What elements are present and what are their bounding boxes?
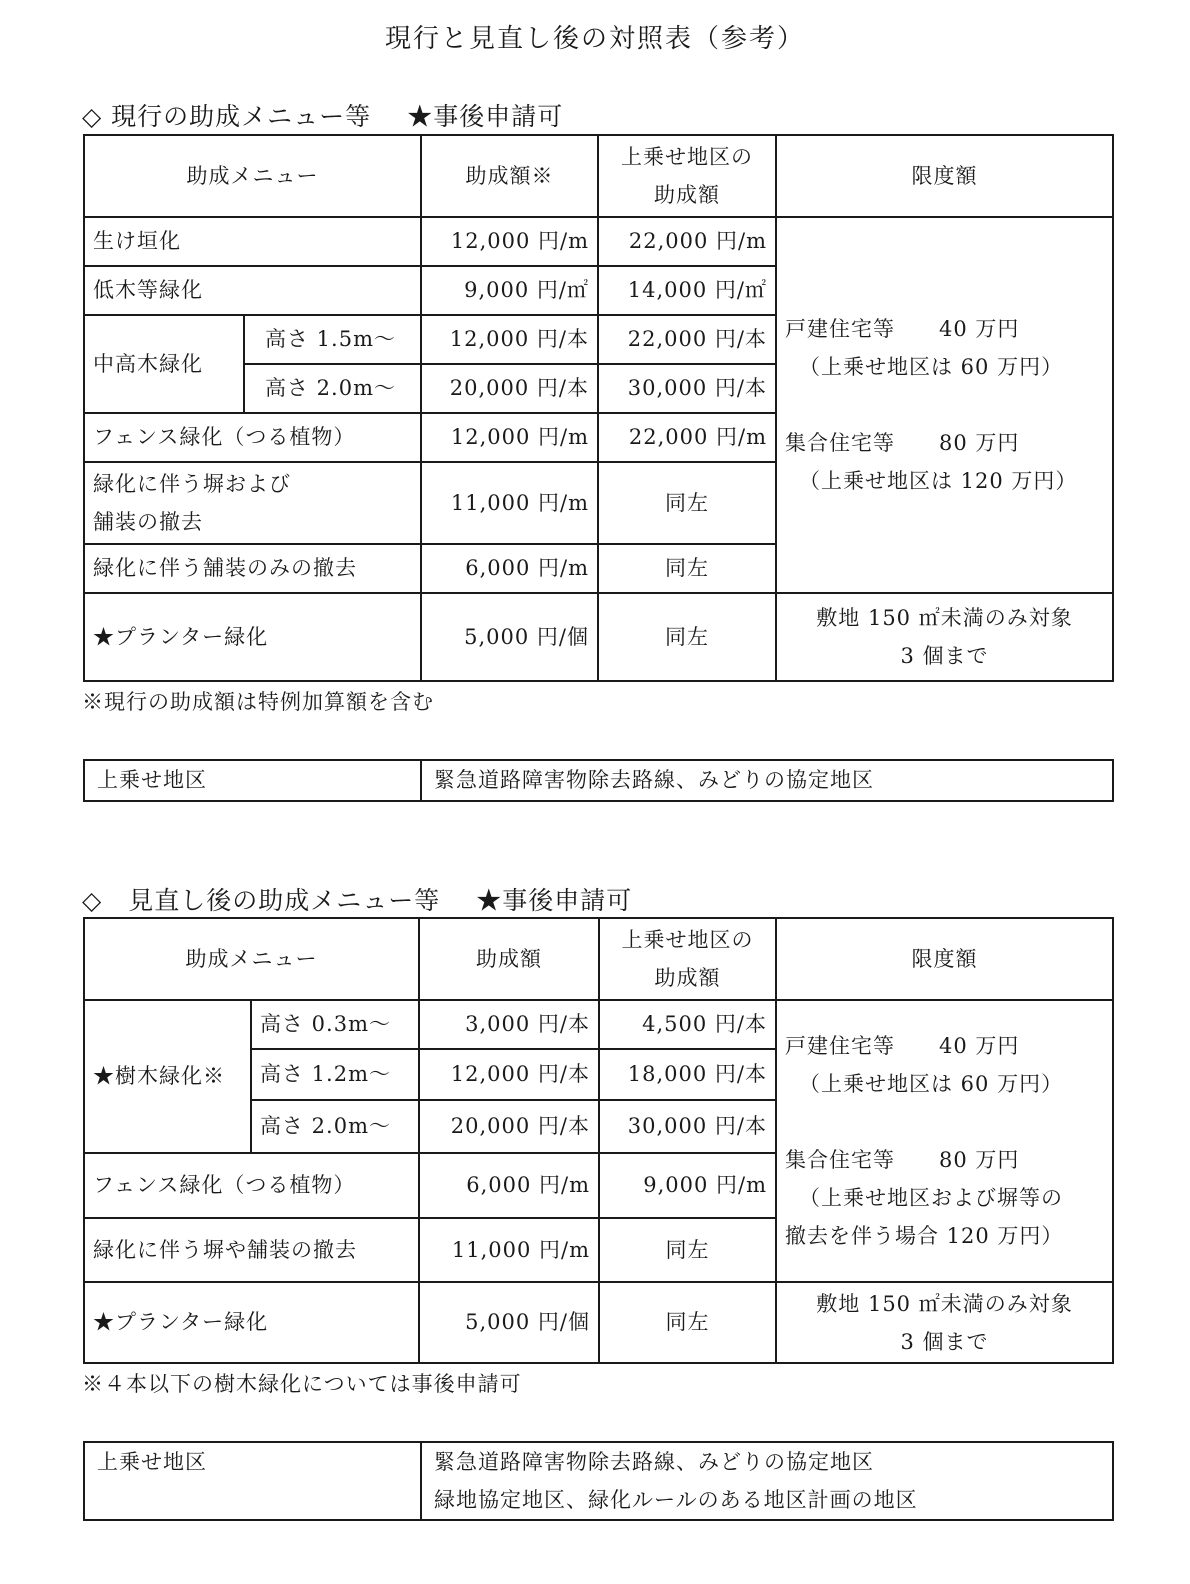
row-amount: 11,000 円/m [419, 1218, 599, 1282]
row-label: 緑化に伴う舗装のみの撤去 [84, 544, 421, 593]
row-amount: 3,000 円/本 [419, 1000, 599, 1049]
page-title: 現行と見直し後の対照表（参考） [384, 24, 805, 54]
row-label [84, 462, 421, 544]
limit-detached-extra: （上乗せ地区は 60 万円） [799, 355, 1064, 379]
planter-limit-line2: 3 個まで [900, 1329, 989, 1354]
header-extra [598, 135, 776, 217]
row-amount: 20,000 円/本 [421, 364, 598, 413]
table-row [84, 1000, 1113, 1049]
revised-menu-table [83, 917, 1114, 1364]
row-label: 高さ 2.0m～ [251, 1100, 419, 1153]
current-heading-star: ★事後申請可 [407, 102, 564, 131]
row-extra: 22,000 円/m [598, 217, 776, 266]
row-amount: 9,000 円/㎡ [421, 266, 598, 315]
header-extra-line1: 上乗せ地区の [621, 928, 754, 952]
limit-multi-extra: （上乗せ地区は 120 万円） [799, 469, 1078, 493]
planter-limit-line1: 敷地 150 ㎡未満のみ対象 [816, 606, 1073, 630]
row-amount: 12,000 円/m [421, 413, 598, 462]
header-menu: 助成メニュー [84, 918, 419, 1000]
area-label: 上乗せ地区 [84, 760, 421, 801]
area-value [421, 1442, 1113, 1520]
revised-limit-cell [776, 1000, 1113, 1282]
header-extra-line2: 助成額 [654, 183, 720, 207]
revised-heading-text: ◇ 見直し後の助成メニュー等 [82, 886, 441, 915]
revised-area-table [83, 1441, 1114, 1521]
limit-multi: 集合住宅等 80 万円 [785, 431, 1020, 455]
row-label: 生け垣化 [84, 217, 421, 266]
row-group-label: 中高木緑化 [84, 315, 244, 413]
planter-limit [776, 1282, 1113, 1363]
header-limit: 限度額 [776, 135, 1113, 217]
revised-note: ※４本以下の樹木緑化については事後申請可 [82, 1372, 522, 1396]
table-row [84, 593, 1113, 681]
row-label: 緑化に伴う塀や舗装の撤去 [84, 1218, 419, 1282]
row-extra: 9,000 円/m [599, 1153, 776, 1218]
area-value-line1: 緊急道路障害物除去路線、みどりの協定地区 [434, 1450, 874, 1474]
row-extra: 30,000 円/本 [599, 1100, 776, 1153]
row-label: フェンス緑化（つる植物） [84, 1153, 419, 1218]
row-amount: 12,000 円/m [421, 217, 598, 266]
row-amount: 5,000 円/個 [419, 1282, 599, 1363]
row-label: ★プランター緑化 [84, 593, 421, 681]
row-extra: 18,000 円/本 [599, 1049, 776, 1100]
planter-limit-line2: 3 個まで [900, 644, 989, 668]
row-label: 低木等緑化 [84, 266, 421, 315]
row-label: ★プランター緑化 [84, 1282, 419, 1363]
header-amount: 助成額※ [421, 135, 598, 217]
row-extra: 同左 [599, 1218, 776, 1282]
row-label: 高さ 1.5m～ [244, 315, 421, 364]
area-label: 上乗せ地区 [84, 1442, 421, 1520]
header-limit: 限度額 [776, 918, 1113, 1000]
row-extra: 14,000 円/㎡ [598, 266, 776, 315]
planter-limit [776, 593, 1113, 681]
header-extra-line1: 上乗せ地区の [621, 145, 753, 169]
current-note: ※現行の助成額は特例加算額を含む [82, 690, 434, 714]
row-extra: 同左 [598, 462, 776, 544]
header-extra [599, 918, 776, 1000]
row-label-line2: 舗装の撤去 [93, 510, 203, 534]
limit-detached: 戸建住宅等 40 万円 [785, 317, 1020, 341]
header-extra-line2: 助成額 [654, 966, 721, 990]
current-heading [82, 97, 563, 133]
current-heading-text: ◇ 現行の助成メニュー等 [82, 102, 372, 131]
table-row [84, 217, 1113, 266]
row-label: フェンス緑化（つる植物） [84, 413, 421, 462]
row-extra: 22,000 円/m [598, 413, 776, 462]
limit-multi-extra-line2: 撤去を伴う場合 120 万円） [785, 1224, 1064, 1248]
row-extra: 同左 [598, 544, 776, 593]
row-extra: 22,000 円/本 [598, 315, 776, 364]
row-label-line1: 緑化に伴う塀および [93, 472, 291, 496]
row-amount: 20,000 円/本 [419, 1100, 599, 1153]
area-value-line2: 緑地協定地区、緑化ルールのある地区計画の地区 [434, 1488, 918, 1512]
row-extra: 同左 [598, 593, 776, 681]
row-group-label: ★樹木緑化※ [84, 1000, 251, 1153]
header-amount: 助成額 [419, 918, 599, 1000]
planter-limit-line1: 敷地 150 ㎡未満のみ対象 [816, 1291, 1073, 1316]
row-label: 高さ 0.3m～ [251, 1000, 419, 1049]
current-limit-cell [776, 217, 1113, 593]
row-extra: 30,000 円/本 [598, 364, 776, 413]
row-label: 高さ 1.2m～ [251, 1049, 419, 1100]
row-amount: 12,000 円/本 [419, 1049, 599, 1100]
row-extra: 4,500 円/本 [599, 1000, 776, 1049]
area-value: 緊急道路障害物除去路線、みどりの協定地区 [421, 760, 1113, 801]
revised-heading [82, 881, 632, 917]
row-amount: 12,000 円/本 [421, 315, 598, 364]
row-amount: 6,000 円/m [421, 544, 598, 593]
header-menu: 助成メニュー [84, 135, 421, 217]
limit-detached: 戸建住宅等 40 万円 [785, 1034, 1020, 1058]
row-amount: 5,000 円/個 [421, 593, 598, 681]
limit-detached-extra: （上乗せ地区は 60 万円） [799, 1072, 1064, 1096]
row-label: 高さ 2.0m～ [244, 364, 421, 413]
table-header-row [84, 135, 1113, 217]
current-area-table [83, 759, 1114, 802]
limit-multi-extra-line1: （上乗せ地区および塀等の [799, 1186, 1063, 1210]
current-menu-table [83, 134, 1114, 682]
table-header-row [84, 918, 1113, 1000]
row-amount: 11,000 円/m [421, 462, 598, 544]
row-extra: 同左 [599, 1282, 776, 1363]
row-amount: 6,000 円/m [419, 1153, 599, 1218]
revised-heading-star: ★事後申請可 [476, 886, 633, 915]
table-row [84, 1282, 1113, 1363]
limit-multi: 集合住宅等 80 万円 [785, 1148, 1020, 1172]
